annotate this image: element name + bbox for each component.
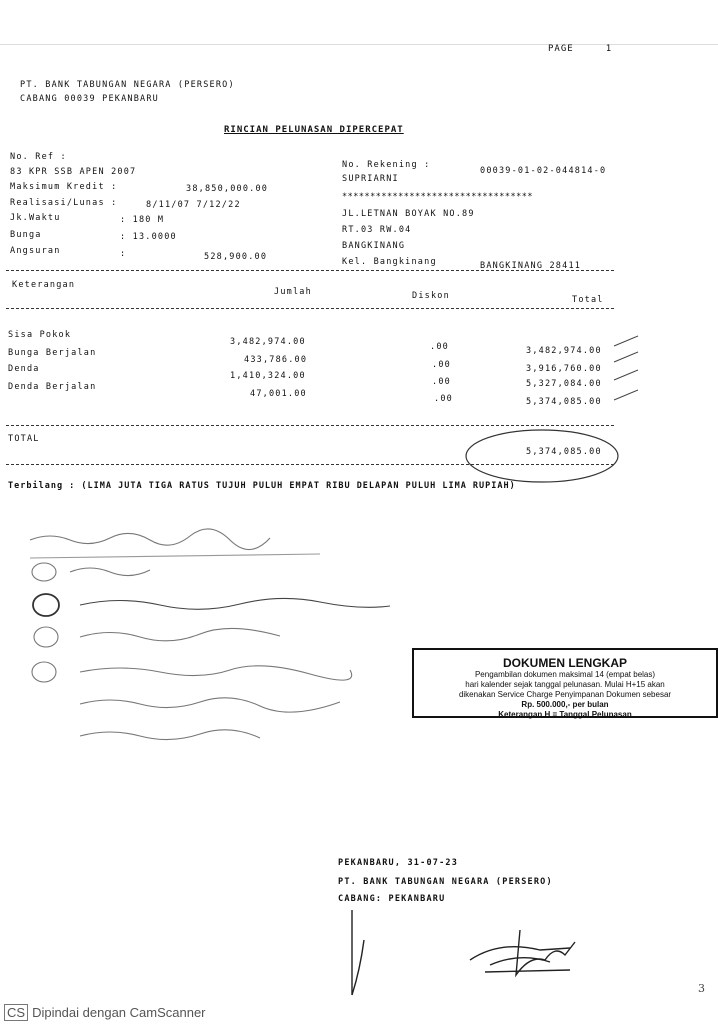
row-total: 5,374,085.00 bbox=[526, 397, 602, 407]
terbilang: Terbilang : (LIMA JUTA TIGA RATUS TUJUH PULUH EMPAT RIBU DELAPAN PULUH LIMA RUPIAH) bbox=[8, 481, 516, 491]
stamp-line-3: dikenakan Service Charge Penyimpanan Dokumen sebesar bbox=[458, 690, 672, 699]
row-ket: Denda bbox=[8, 364, 40, 374]
row-jumlah: 1,410,324.00 bbox=[230, 371, 306, 381]
col-header-keterangan: Keterangan bbox=[12, 280, 76, 290]
stamp-line-2: hari kalender sejak tanggal pelunasan. Mulai H+15 akan bbox=[465, 680, 665, 689]
row-jumlah: 433,786.00 bbox=[244, 355, 308, 365]
pen-circle-total bbox=[462, 426, 622, 486]
divider-header bbox=[6, 308, 614, 309]
document-title: RINCIAN PELUNASAN DIPERCEPAT bbox=[224, 125, 404, 135]
angsuran-value: 528,900.00 bbox=[204, 252, 268, 262]
address-line-2: RT.03 RW.04 bbox=[342, 225, 412, 235]
signature-drawing bbox=[340, 900, 600, 1000]
col-header-jumlah: Jumlah bbox=[274, 287, 312, 297]
customer-name: SUPRIARNI bbox=[342, 174, 399, 184]
bunga-label: Bunga bbox=[10, 230, 42, 240]
waktu-label: Jk.Waktu bbox=[10, 213, 61, 223]
scan-top-edge bbox=[0, 0, 718, 45]
row-jumlah: 3,482,974.00 bbox=[230, 337, 306, 347]
col-header-total: Total bbox=[572, 295, 604, 305]
divider-bottom bbox=[6, 464, 614, 465]
row-diskon: .00 bbox=[434, 394, 453, 404]
realisasi-label: Realisasi/Lunas : bbox=[10, 198, 118, 208]
row-diskon: .00 bbox=[432, 377, 451, 387]
ref-label: No. Ref : bbox=[10, 152, 67, 162]
waktu-value: : 180 M bbox=[120, 215, 165, 225]
total-value: 5,374,085.00 bbox=[526, 447, 602, 457]
row-jumlah: 47,001.00 bbox=[250, 389, 307, 399]
maks-label: Maksimum Kredit : bbox=[10, 182, 118, 192]
rekening-label: No. Rekening : bbox=[342, 160, 431, 170]
page-label: PAGE 1 bbox=[548, 44, 613, 54]
stamp-title: DOKUMEN LENGKAP bbox=[502, 656, 627, 670]
company-name: PT. BANK TABUNGAN NEGARA (PERSERO) bbox=[20, 80, 235, 90]
maks-value: 38,850,000.00 bbox=[186, 184, 269, 194]
camscanner-logo-icon: CS bbox=[4, 1004, 28, 1021]
stamp-dokumen-lengkap bbox=[412, 648, 718, 718]
angsuran-colon: : bbox=[120, 249, 127, 259]
address-line-3: BANGKINANG bbox=[342, 241, 406, 251]
divider-top bbox=[6, 270, 614, 271]
row-ket: Sisa Pokok bbox=[8, 330, 72, 340]
total-label: TOTAL bbox=[8, 434, 40, 444]
row-ket: Bunga Berjalan bbox=[8, 348, 97, 358]
footer-company: PT. BANK TABUNGAN NEGARA (PERSERO) bbox=[338, 877, 553, 887]
row-diskon: .00 bbox=[430, 342, 449, 352]
pen-tick-marks bbox=[612, 332, 642, 412]
stamp-line-1: Pengambilan dokumen maksimal 14 (empat belas) bbox=[474, 670, 656, 679]
camscanner-text: Dipindai dengan CamScanner bbox=[32, 1005, 206, 1020]
col-header-diskon: Diskon bbox=[412, 291, 450, 301]
camscanner-watermark bbox=[0, 1002, 718, 1028]
branch-name: CABANG 00039 PEKANBARU bbox=[20, 94, 159, 104]
row-total: 3,482,974.00 bbox=[526, 346, 602, 356]
ref-value: 83 KPR SSB APEN 2007 bbox=[10, 167, 137, 177]
city: BANGKINANG 28411 bbox=[480, 261, 582, 271]
row-total: 3,916,760.00 bbox=[526, 364, 602, 374]
stamp-line-5: Keterangan H = Tanggal Pelunasan bbox=[498, 710, 632, 719]
footer-date: PEKANBARU, 31-07-23 bbox=[338, 858, 459, 868]
row-diskon: .00 bbox=[432, 360, 451, 370]
rekening-value: 00039-01-02-044814-0 bbox=[480, 166, 607, 176]
handwritten-notes-drawing bbox=[30, 510, 410, 770]
stamp-line-4: Rp. 500.000,- per bulan bbox=[521, 700, 609, 709]
angsuran-label: Angsuran bbox=[10, 246, 61, 256]
footer-branch: CABANG: PEKANBARU bbox=[338, 894, 446, 904]
row-ket: Denda Berjalan bbox=[8, 382, 97, 392]
realisasi-value: 8/11/07 7/12/22 bbox=[146, 200, 241, 210]
bunga-value: : 13.0000 bbox=[120, 232, 177, 242]
page-mark: 3 bbox=[698, 982, 705, 995]
address-line-1: JL.LETNAN BOYAK NO.89 bbox=[342, 209, 475, 219]
kelurahan: Kel. Bangkinang bbox=[342, 257, 437, 267]
row-total: 5,327,084.00 bbox=[526, 379, 602, 389]
star-separator: ********************************** bbox=[342, 192, 533, 202]
